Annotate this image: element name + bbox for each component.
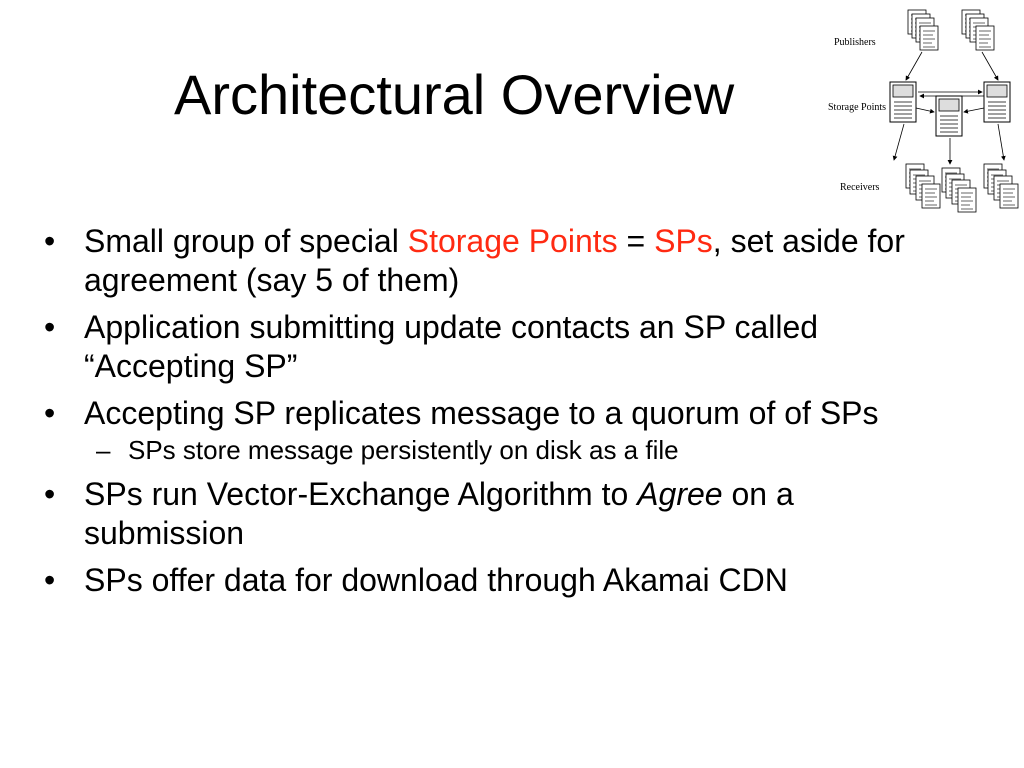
storage-server-right-icon	[984, 82, 1010, 122]
sub-bullet-marker: –	[96, 435, 111, 465]
architecture-diagram	[826, 4, 1022, 226]
storage-server-center-icon	[936, 96, 962, 136]
receiver-stack-center-icon	[942, 168, 976, 212]
sub-bullet-text: SPs store message persistently on disk as a file	[128, 435, 679, 465]
publisher-stack-right-icon	[962, 10, 994, 50]
bullet-marker: •	[44, 562, 56, 598]
storage-points-term: Storage Points	[407, 223, 618, 259]
receiver-stack-left-icon	[906, 164, 940, 208]
architecture-diagram-svg	[826, 4, 1022, 226]
slide-title: Architectural Overview	[174, 63, 735, 126]
bullet-text: SPs offer data for download through Akamai CDN	[84, 562, 788, 598]
bullet-text: on a submission	[84, 476, 794, 551]
bullet-text: , set aside for agreement (say 5 of them)	[84, 223, 905, 298]
bullet-vector-exchange	[44, 475, 954, 553]
bullet-marker: •	[44, 309, 56, 345]
bullet-text: Application submitting update contacts an SP called “Accepting SP”	[84, 309, 819, 384]
sps-term: SPs	[654, 223, 713, 259]
bullet-text: Small group of special	[84, 223, 408, 259]
bullet-text: SPs run Vector-Exchange Algorithm to	[84, 476, 638, 512]
bullet-marker: •	[44, 476, 56, 512]
bullet-list	[44, 222, 954, 608]
bullet-storage-points	[44, 222, 954, 300]
bullet-application-submitting	[44, 308, 954, 386]
receiver-stack-right-icon	[984, 164, 1018, 208]
agree-emphasis: Agree	[637, 476, 723, 512]
bullet-marker: •	[44, 395, 56, 431]
publisher-stack-left-icon	[908, 10, 938, 50]
receivers-label: Receivers	[840, 182, 880, 193]
bullet-akamai-cdn	[44, 561, 954, 600]
bullet-accepting-sp	[44, 394, 954, 433]
storage-server-left-icon	[890, 82, 916, 122]
bullet-text: Accepting SP replicates message to a quorum of of SPs	[84, 395, 879, 431]
publishers-label: Publishers	[834, 37, 876, 48]
storage-points-label: Storage Points	[828, 102, 887, 113]
sub-bullet-persistent-storage	[44, 433, 954, 467]
bullet-text: =	[617, 223, 655, 259]
bullet-marker: •	[44, 223, 56, 259]
